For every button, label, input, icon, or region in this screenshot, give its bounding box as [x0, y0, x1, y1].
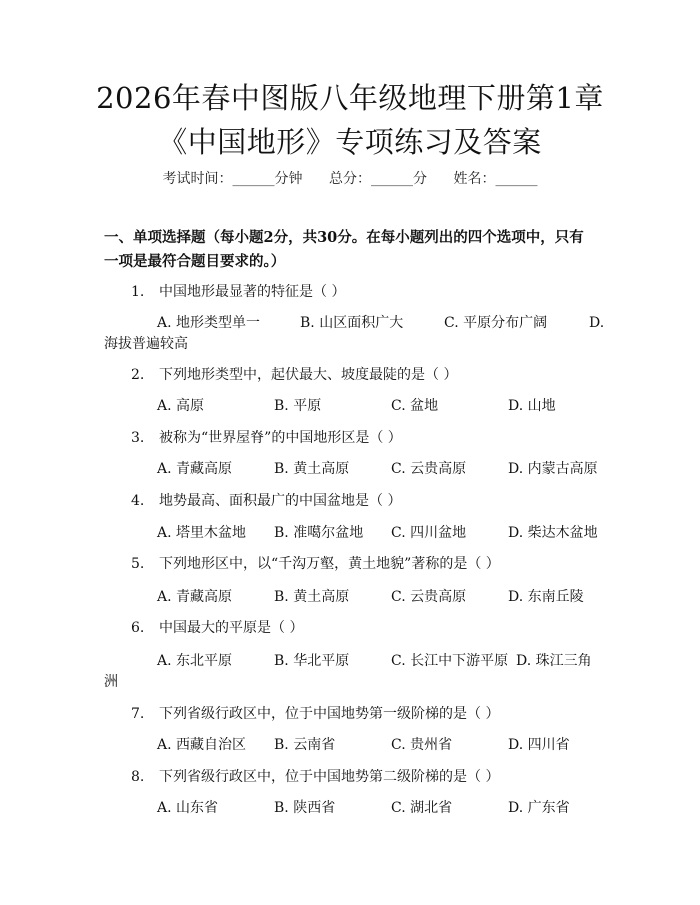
option-b: B. 山区面积广大 — [300, 315, 404, 331]
option-b: B. 黄土高原 — [274, 461, 350, 477]
question — [131, 704, 601, 724]
question-number: 1. — [131, 284, 145, 300]
question — [131, 365, 601, 385]
question-text: 被称为“世界屋脊”的中国地形区是（ ） — [159, 430, 402, 446]
option-a: A. 高原 — [157, 398, 205, 414]
option-b: B. 华北平原 — [274, 653, 350, 669]
option-a: A. 山东省 — [157, 800, 219, 816]
question — [131, 618, 601, 638]
option-c: C. 云贵高原 — [391, 461, 467, 477]
option-a: A. 东北平原 — [157, 653, 233, 669]
option-d: D. 东南丘陵 — [508, 589, 584, 605]
option-d: D. 内蒙古高原 — [508, 461, 598, 477]
option-d-continued: 洲 — [104, 674, 118, 690]
option-a: A. 青藏高原 — [157, 461, 233, 477]
option-c: C. 平原分布广阔 — [444, 315, 548, 331]
exam-time: 考试时间：______分钟 — [162, 171, 303, 187]
question-text: 中国地形最显著的特征是（ ） — [159, 284, 346, 300]
question-number: 4. — [131, 493, 145, 509]
option-b: B. 平原 — [274, 398, 322, 414]
option-d: D. — [589, 315, 605, 331]
question-number: 2. — [131, 367, 145, 383]
option-b: B. 准噶尔盆地 — [274, 525, 364, 541]
section-heading: 一、单项选择题（每小题2分，共30分。在每小题列出的四个选项中，只有一项是最符合题目要求的。） — [104, 229, 584, 270]
question — [131, 767, 601, 787]
question-number: 5. — [131, 556, 145, 572]
option-c: C. 四川盆地 — [391, 525, 467, 541]
question-text: 中国最大的平原是（ ） — [159, 620, 304, 636]
option-b: B. 黄土高原 — [274, 589, 350, 605]
option-d: D. 四川省 — [508, 737, 570, 753]
question-number: 8. — [131, 769, 145, 785]
question-text: 下列地形类型中，起伏最大、坡度最陡的是（ ） — [159, 367, 458, 383]
question — [131, 428, 601, 448]
option-c: C. 盆地 — [391, 398, 439, 414]
question — [131, 554, 601, 574]
question-text: 下列省级行政区中，位于中国地势第一级阶梯的是（ ） — [159, 706, 500, 722]
question — [131, 282, 601, 302]
option-a: A. 西藏自治区 — [157, 737, 247, 753]
question-number: 7. — [131, 706, 145, 722]
option-c: C. 长江中下游平原 — [391, 653, 509, 669]
option-d: D. 山地 — [508, 398, 556, 414]
option-c: C. 贵州省 — [391, 737, 453, 753]
question-text: 下列地形区中，以“千沟万壑，黄土地貌”著称的是（ ） — [159, 556, 500, 572]
exam-meta — [0, 168, 700, 188]
option-a: A. 塔里木盆地 — [157, 525, 247, 541]
option-b: B. 陕西省 — [274, 800, 336, 816]
question-text: 下列省级行政区中，位于中国地势第二级阶梯的是（ ） — [159, 769, 500, 785]
option-a: A. 地形类型单一 — [157, 315, 261, 331]
question-text: 地势最高、面积最广的中国盆地是（ ） — [159, 493, 402, 509]
question-number: 3. — [131, 430, 145, 446]
option-d: D. 珠江三角 — [516, 653, 592, 669]
option-d-continued: 海拔普遍较高 — [104, 336, 188, 352]
option-a: A. 青藏高原 — [157, 589, 233, 605]
student-name: 姓名：______ — [453, 171, 538, 187]
question-number: 6. — [131, 620, 145, 636]
option-d: D. 柴达木盆地 — [508, 525, 598, 541]
page-title: 2026年春中图版八年级地理下册第1章《中国地形》专项练习及答案 — [96, 81, 604, 159]
question — [131, 491, 601, 511]
option-c: C. 云贵高原 — [391, 589, 467, 605]
total-score: 总分：______分 — [329, 171, 427, 187]
option-b: B. 云南省 — [274, 737, 336, 753]
option-c: C. 湖北省 — [391, 800, 453, 816]
option-d: D. 广东省 — [508, 800, 570, 816]
